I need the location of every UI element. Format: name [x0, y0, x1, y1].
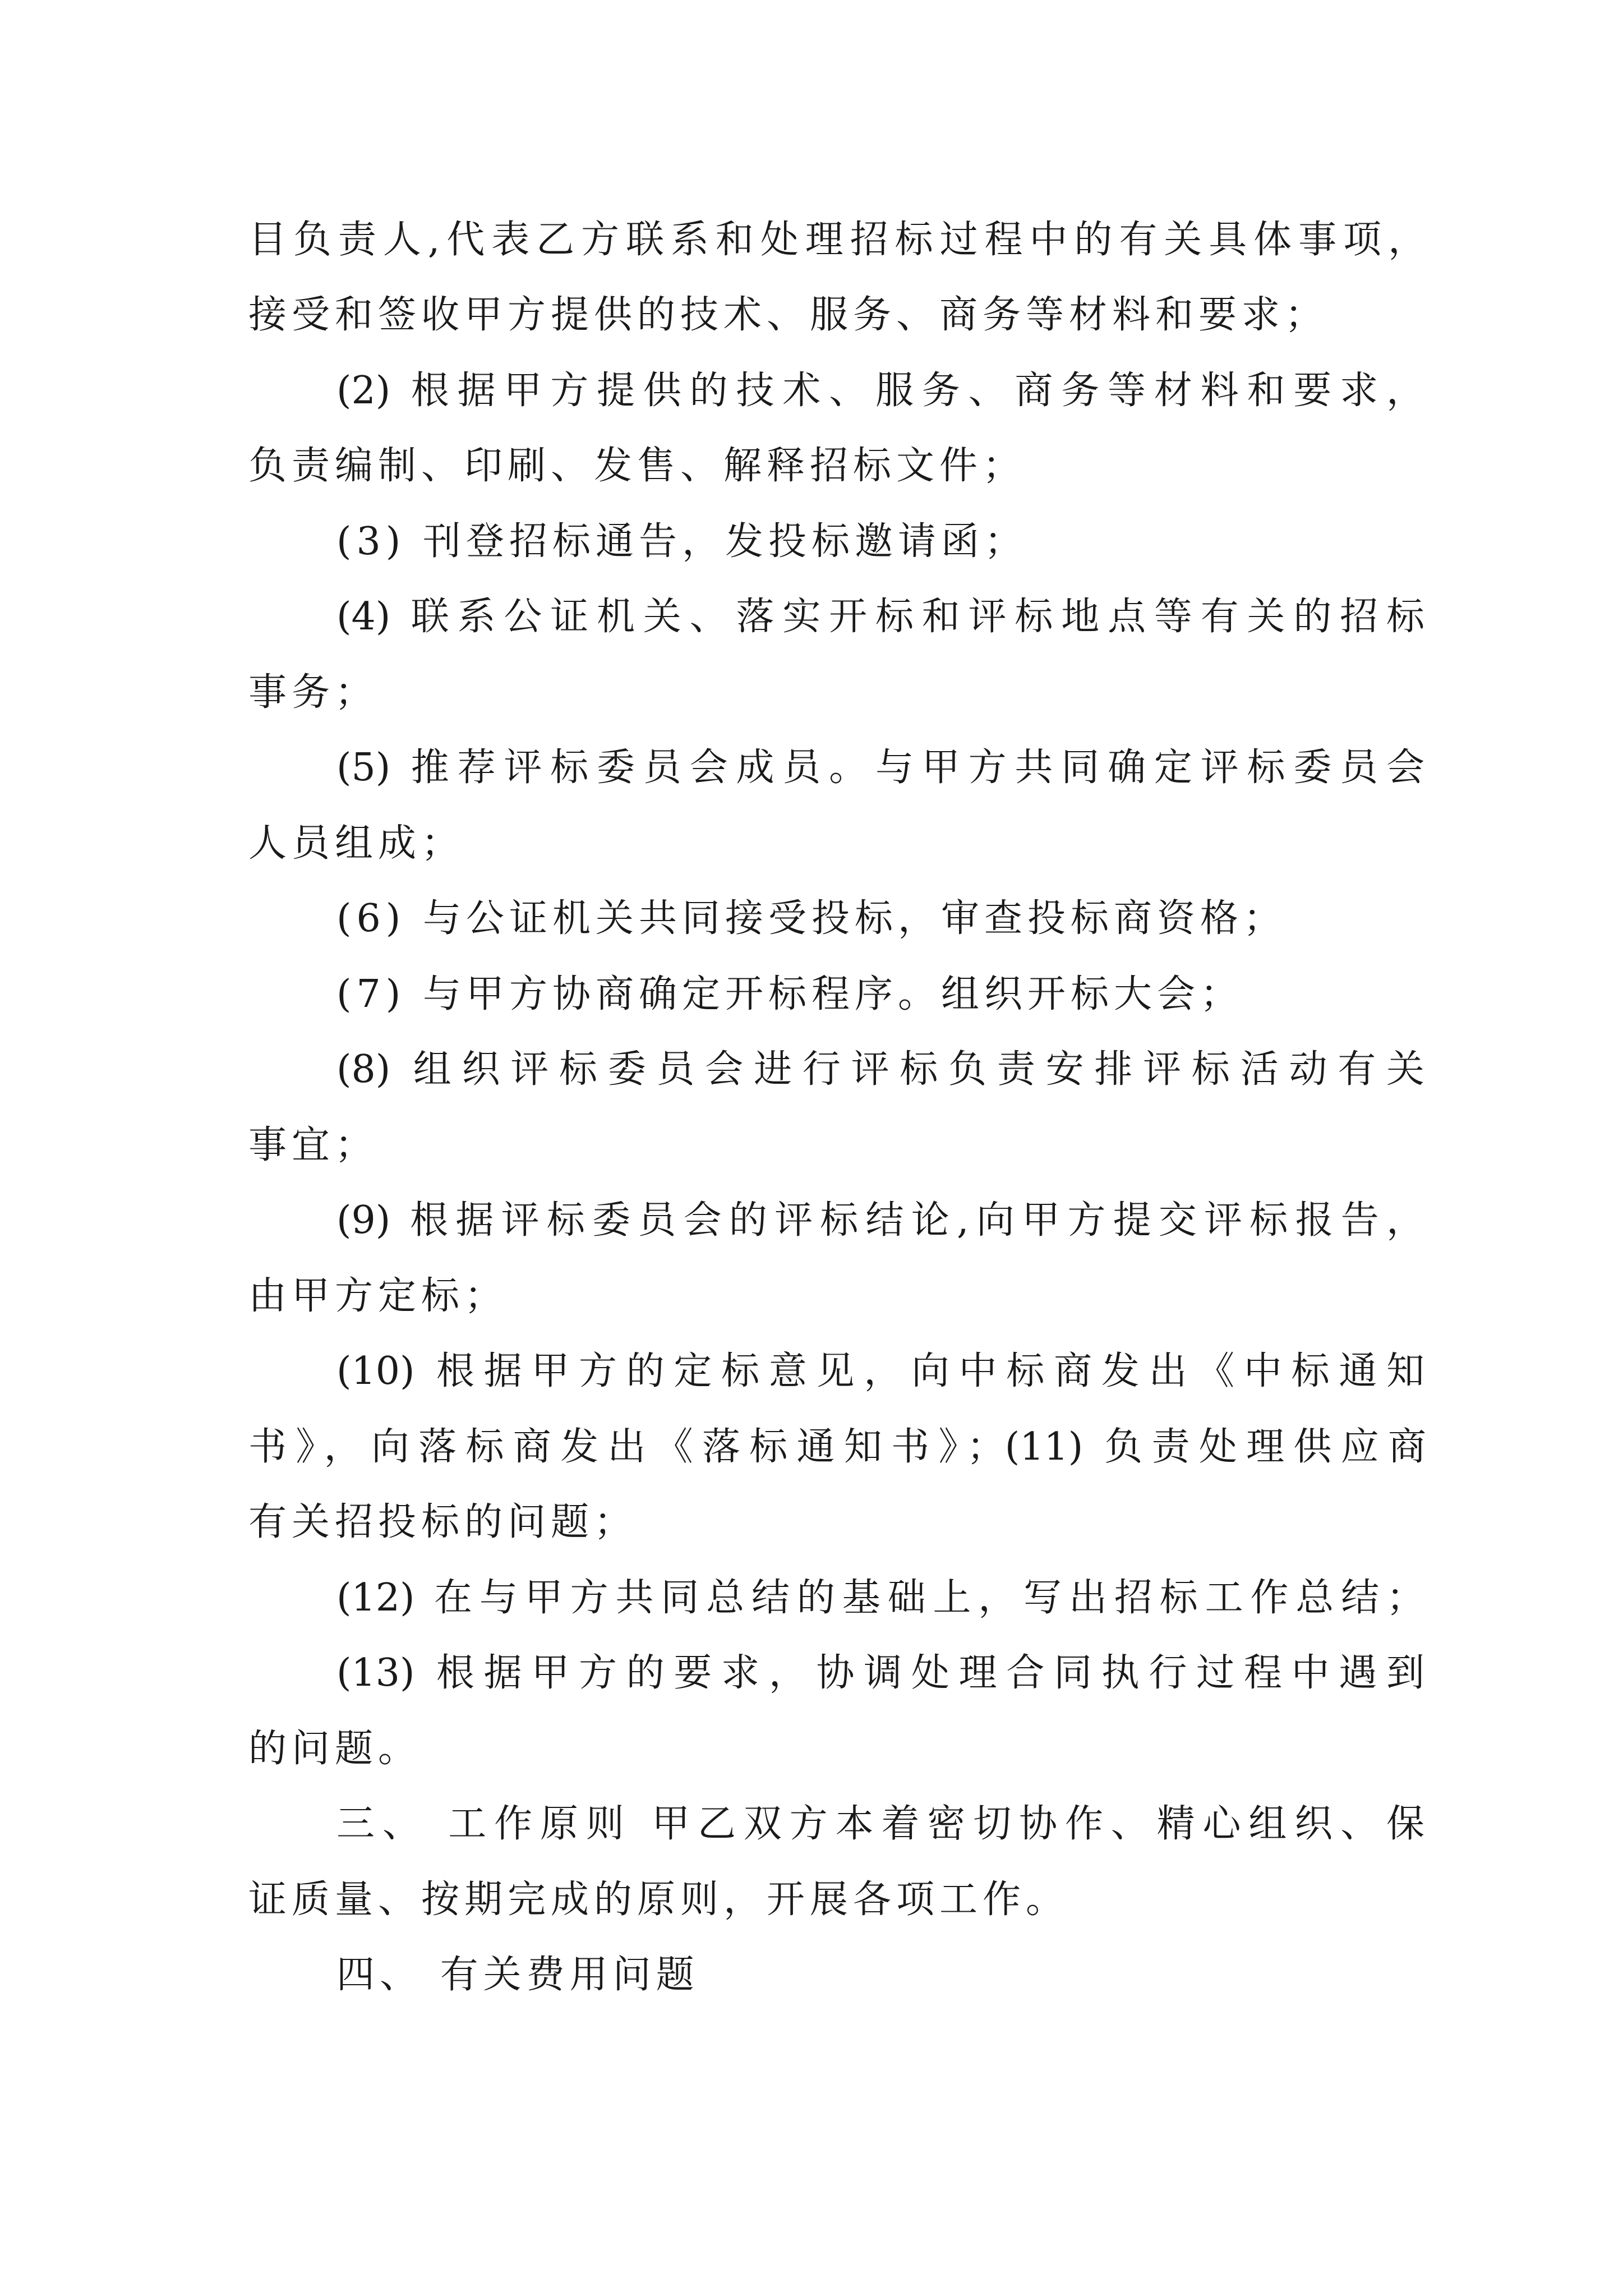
text-line: 三、 工作原则 甲乙双方本着密切协作、精心组织、保 — [336, 1802, 1424, 1846]
text-line: (13) 根据甲方的要求，协调处理合同执行过程中遇到 — [336, 1651, 1424, 1695]
text-line: 目负责人,代表乙方联系和处理招标过程中的有关具体事项， — [248, 218, 1426, 262]
text-line: 的问题。 — [248, 1727, 422, 1771]
text-line: (12) 在与甲方共同总结的基础上，写出招标工作总结； — [336, 1576, 1424, 1620]
text-line: (9) 根据评标委员会的评标结论,向甲方提交评标报告， — [336, 1198, 1424, 1243]
text-line: 事宜； — [248, 1123, 379, 1167]
text-line: 由甲方定标； — [248, 1274, 508, 1318]
text-line: 负责编制、印刷、发售、解释招标文件； — [248, 444, 1026, 488]
text-line: 证质量、按期完成的原则，开展各项工作。 — [248, 1878, 1069, 1922]
text-line: 接受和签收甲方提供的技术、服务、商务等材料和要求； — [248, 293, 1329, 337]
text-line: (5) 推荐评标委员会成员。与甲方共同确定评标委员会 — [336, 746, 1424, 790]
text-line: 事务； — [248, 670, 379, 715]
text-line: (3) 刊登招标通告，发投标邀请函； — [336, 519, 1027, 564]
text-line: (8) 组织评标委员会进行评标负责安排评标活动有关 — [336, 1047, 1424, 1092]
text-line: (7) 与甲方协商确定开标程序。组织开标大会； — [336, 972, 1243, 1016]
text-line: 有关招投标的问题； — [248, 1500, 638, 1544]
text-line: 四、 有关费用问题 — [336, 1953, 699, 1997]
text-line: (6) 与公证机关共同接受投标，审查投标商资格； — [336, 896, 1287, 941]
text-line: (4) 联系公证机关、落实开标和评标地点等有关的招标 — [336, 595, 1424, 639]
text-line: (2) 根据甲方提供的技术、服务、商务等材料和要求， — [336, 369, 1424, 413]
text-line: 书》，向落标商发出《落标通知书》；(11) 负责处理供应商 — [248, 1425, 1426, 1469]
text-line: (10) 根据甲方的定标意见，向中标商发出《中标通知 — [336, 1349, 1424, 1393]
text-line: 人员组成； — [248, 821, 465, 866]
